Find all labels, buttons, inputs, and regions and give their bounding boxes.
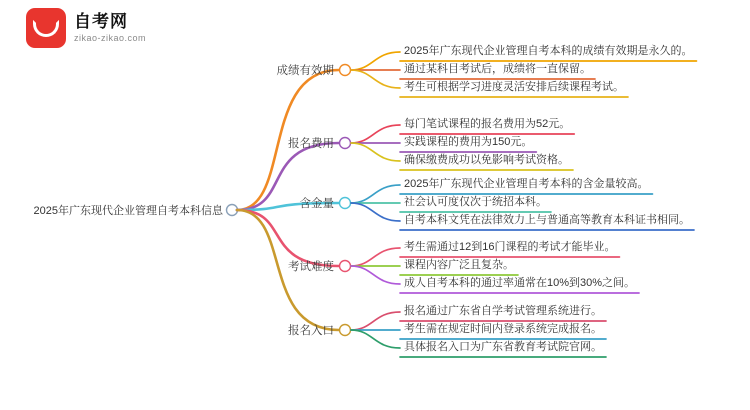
mindmap-branch-label-3: 含金量: [299, 198, 334, 210]
mindmap-branch-label-4: 考试难度: [288, 261, 334, 273]
mindmap-leaf-label-1-2: 通过某科目考试后，成绩将一直保留。: [404, 63, 591, 75]
mindmap-leaf-label-5-3: 具体报名入口为广东省教育考试院官网。: [404, 341, 602, 353]
mindmap-leaf-label-5-1: 报名通过广东省自学考试管理系统进行。: [404, 305, 602, 317]
mindmap-connector: [351, 266, 400, 284]
mindmap-branch-label-5: 报名入口: [288, 325, 334, 337]
logo-title: 自考网: [74, 11, 128, 31]
mindmap-leaf-label-3-3: 自考本科文凭在法律效力上与普通高等教育本科证书相同。: [404, 214, 690, 226]
mindmap-branch-node-2[interactable]: [340, 138, 351, 149]
mindmap-leaf-label-4-2: 课程内容广泛且复杂。: [404, 259, 514, 271]
mindmap-branch-node-1[interactable]: [340, 65, 351, 76]
mindmap-leaf-label-2-1: 每门笔试课程的报名费用为52元。: [404, 118, 571, 130]
mindmap-leaf-label-4-1: 考生需通过12到16门课程的考试才能毕业。: [404, 241, 616, 253]
mindmap-connector: [351, 203, 400, 221]
mindmap-connector: [351, 312, 400, 330]
mindmap-leaf-label-2-2: 实践课程的费用为150元。: [404, 136, 533, 148]
mindmap-branch-node-4[interactable]: [340, 261, 351, 272]
mindmap-branch-node-5[interactable]: [340, 325, 351, 336]
mindmap-branch-label-2: 报名费用: [288, 138, 334, 150]
mindmap-connector: [351, 248, 400, 266]
mindmap-root-label: 2025年广东现代企业管理自考本科信息: [33, 205, 223, 217]
mindmap-connector: [351, 125, 400, 143]
mindmap-connector: [351, 143, 400, 161]
mindmap-connector: [351, 330, 400, 348]
mindmap-leaf-label-2-3: 确保缴费成功以免影响考试资格。: [404, 154, 569, 166]
mindmap-connector: [351, 52, 400, 70]
mindmap-leaf-label-1-3: 考生可根据学习进度灵活安排后续课程考试。: [404, 81, 624, 93]
logo-url: zikao-zikao.com: [74, 32, 147, 43]
mindmap-connector: [351, 185, 400, 203]
mindmap-leaf-label-5-2: 考生需在规定时间内登录系统完成报名。: [404, 323, 602, 335]
mindmap-branch-label-1: 成绩有效期: [276, 65, 334, 77]
mindmap-leaf-label-1-1: 2025年广东现代企业管理自考本科的成绩有效期是永久的。: [404, 45, 693, 57]
mindmap-leaf-label-4-3: 成人自考本科的通过率通常在10%到30%之间。: [404, 277, 636, 289]
mindmap-connector: [351, 70, 400, 88]
mindmap-branch-node-3[interactable]: [340, 198, 351, 209]
mindmap-leaf-label-3-2: 社会认可度仅次于统招本科。: [404, 196, 547, 208]
mindmap-leaf-label-3-1: 2025年广东现代企业管理自考本科的含金量较高。: [404, 178, 649, 190]
